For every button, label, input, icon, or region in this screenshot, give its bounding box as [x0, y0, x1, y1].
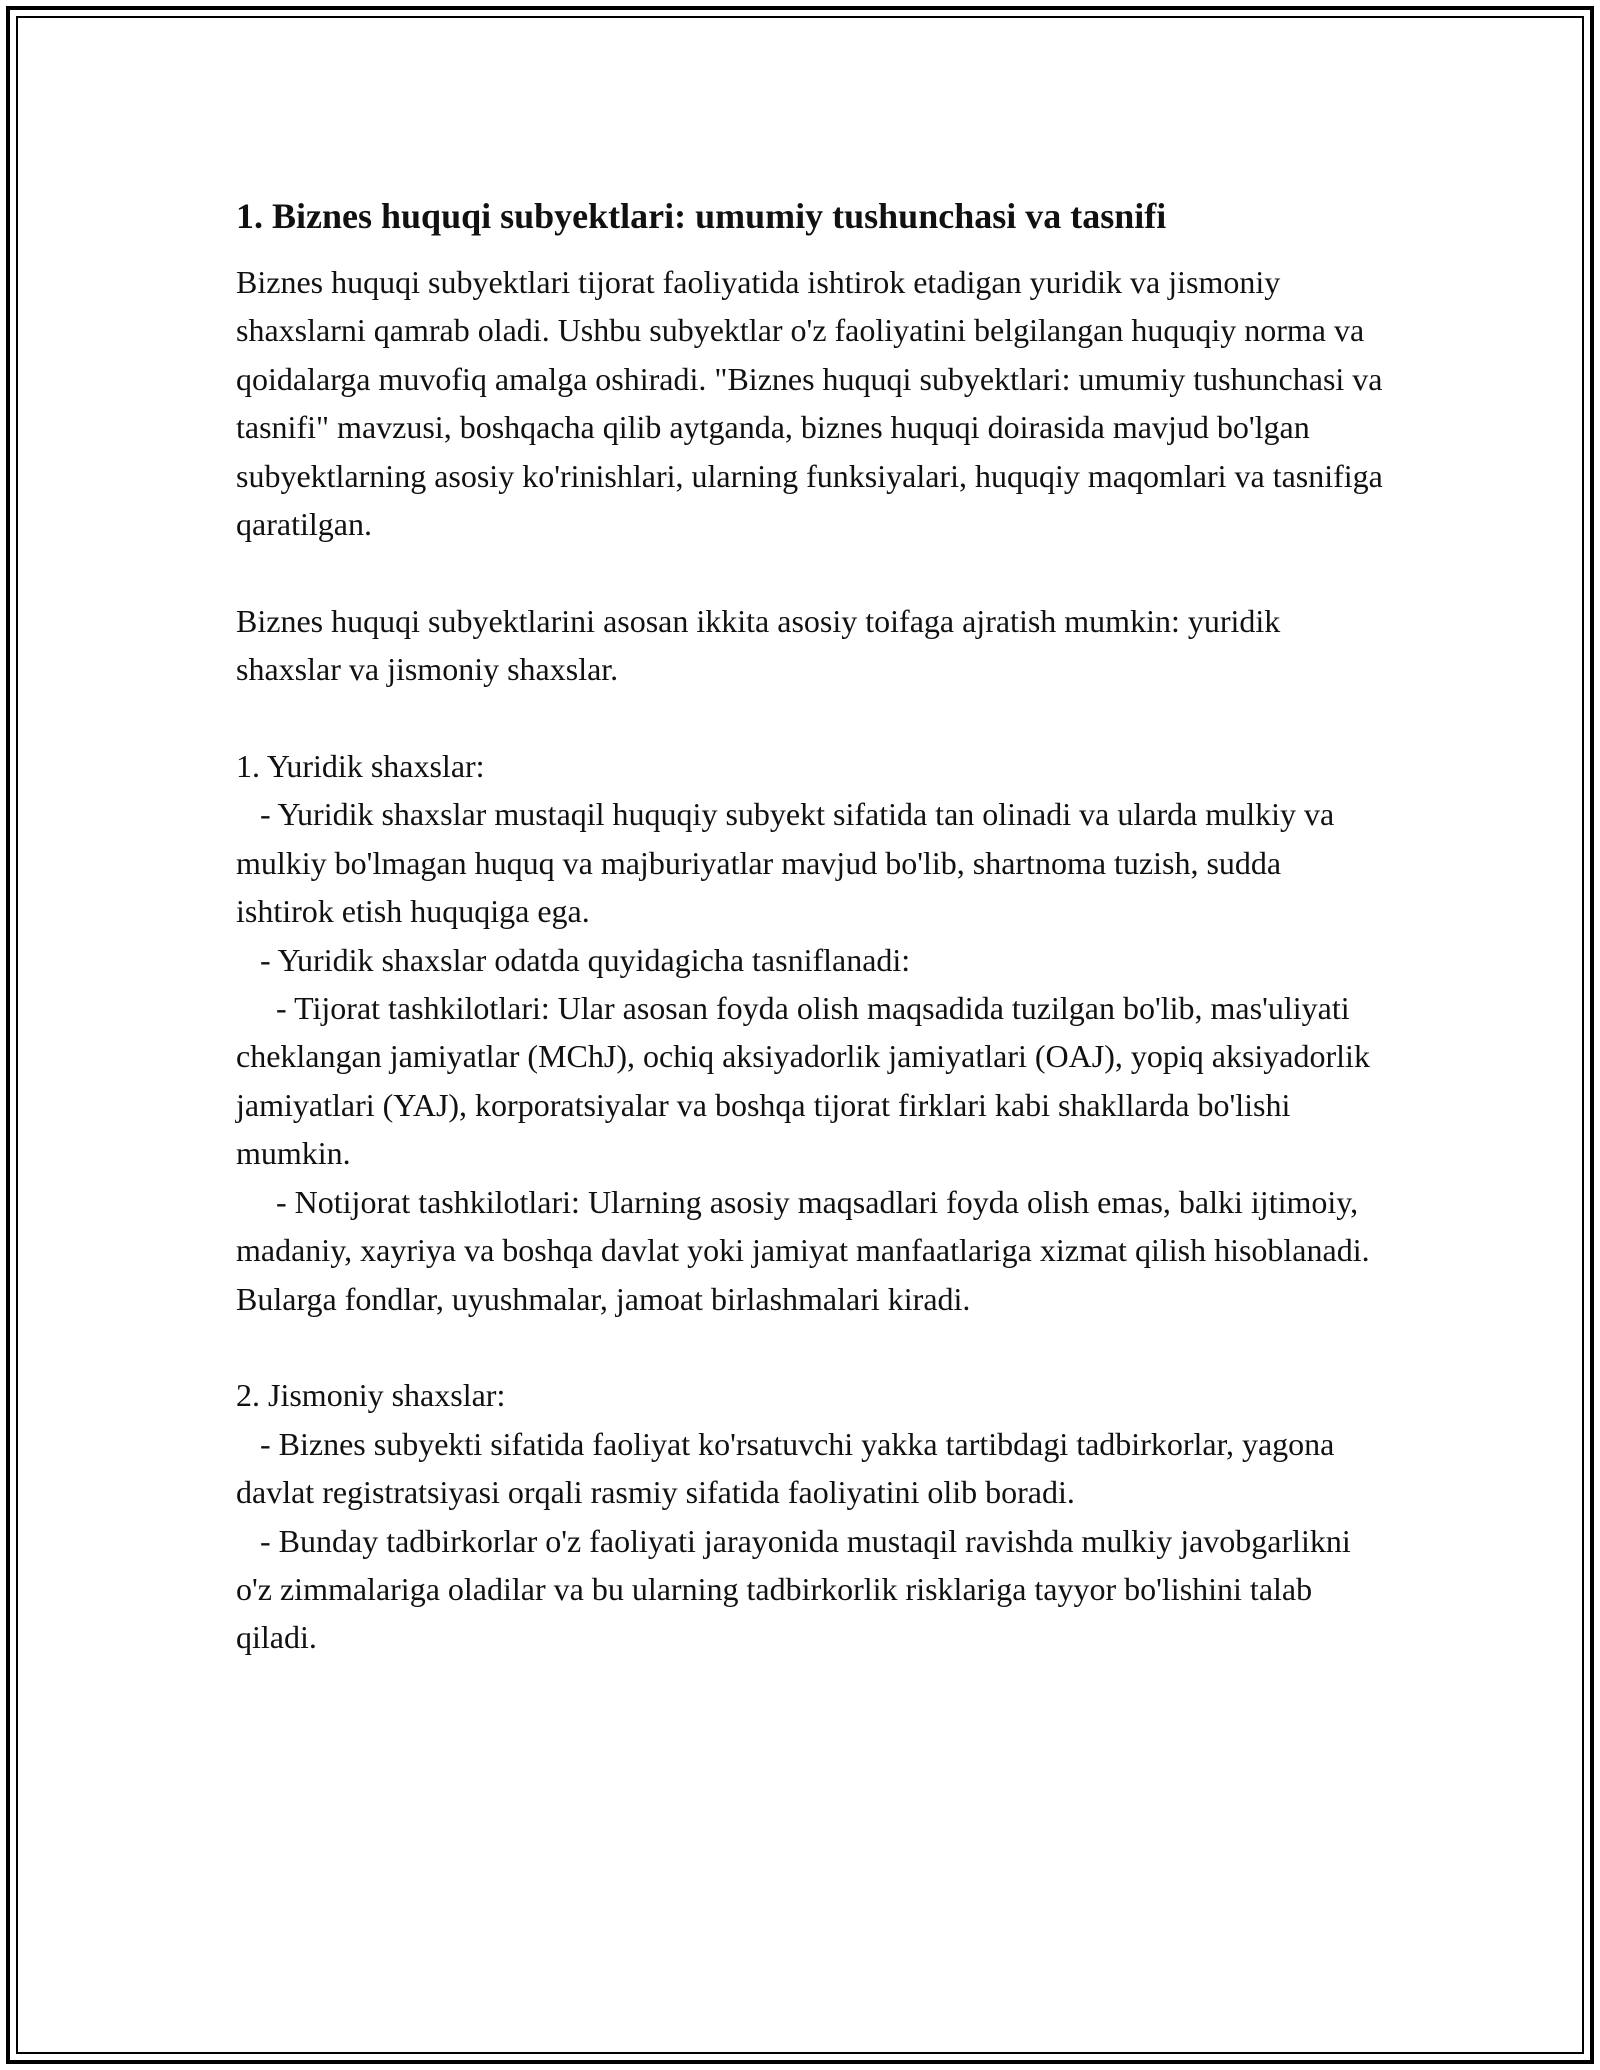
list-item: - Notijorat tashkilotlari: Ularning asosiy maqsadlari foyda olish emas, balki ijtimoiy, madaniy, xayriya va boshqa davlat yoki jamiyat manfaatlariga xizmat qilish hisoblanadi. Bularga fondlar, uyushmalar, jamoat birlashmalari kiradi.	[236, 1183, 1378, 1317]
list-item: - Yuridik shaxslar mustaqil huquqiy subyekt sifatida tan olinadi va ularda mulkiy va mulkiy bo'lmagan huquq va majburiyatlar mavjud bo'lib, shartnoma tuzish, sudda ishtirok etish huquqiga ega.	[236, 796, 1343, 930]
intro-paragraph: Biznes huquqi subyektlari tijorat faoliyatida ishtirok etadigan yuridik va jismoniy shaxslarni qamrab oladi. Ushbu subyektlar o'z faoliyatini belgilangan huquqiy norma va qoidalarga muvofiq amalga oshiradi. "Biznes huquqi subyektlari: umumiy tushunchasi va tasnifi" mavzusi, boshqacha qilib aytganda, biznes huquqi doirasida mavjud bo'lgan subyektlarning asosiy ko'rinishlari, ularning funksiyalari, huquqiy maqomlari va tasnifiga qaratilgan.	[236, 264, 1391, 543]
list-item: - Yuridik shaxslar odatda quyidagicha tasniflanadi:	[236, 941, 911, 978]
section-heading-legal-entities: 1. Yuridik shaxslar:	[236, 748, 485, 785]
list-item: - Tijorat tashkilotlari: Ular asosan foyda olish maqsadida tuzilgan bo'lib, mas'uliyati cheklangan jamiyatlar (MChJ), ochiq aksiyadorlik jamiyatlari (OAJ), yopiq aksiyadorlik jamiyatlari (YAJ), korporatsiyalar va boshqa tijorat firklari kabi shakllarda bo'lishi mumkin.	[236, 990, 1378, 1172]
paragraph-gap	[236, 694, 1386, 742]
document-title: 1. Biznes huquqi subyektlari: umumiy tushunchasi va tasnifi	[236, 196, 1167, 236]
paragraph-gap	[236, 1323, 1386, 1371]
document-body	[236, 188, 1391, 1662]
list-item: - Biznes subyekti sifatida faoliyat ko'rsatuvchi yakka tartibdagi tadbirkorlar, yagona davlat registratsiyasi orqali rasmiy sifatida faoliyatini olib boradi.	[236, 1425, 1343, 1511]
classification-paragraph: Biznes huquqi subyektlarini asosan ikkita asosiy toifaga ajratish mumkin: yuridik shaxslar va jismoniy shaxslar.	[236, 602, 1289, 688]
list-item: - Bunday tadbirkorlar o'z faoliyati jarayonida mustaqil ravishda mulkiy javobgarlikni o'z zimmalariga oladilar va bu ularning tadbirkorlik risklariga tayyor bo'lishini talab qiladi.	[236, 1522, 1359, 1656]
section-heading-individuals: 2. Jismoniy shaxslar:	[236, 1377, 506, 1414]
paragraph-gap	[236, 548, 1386, 596]
